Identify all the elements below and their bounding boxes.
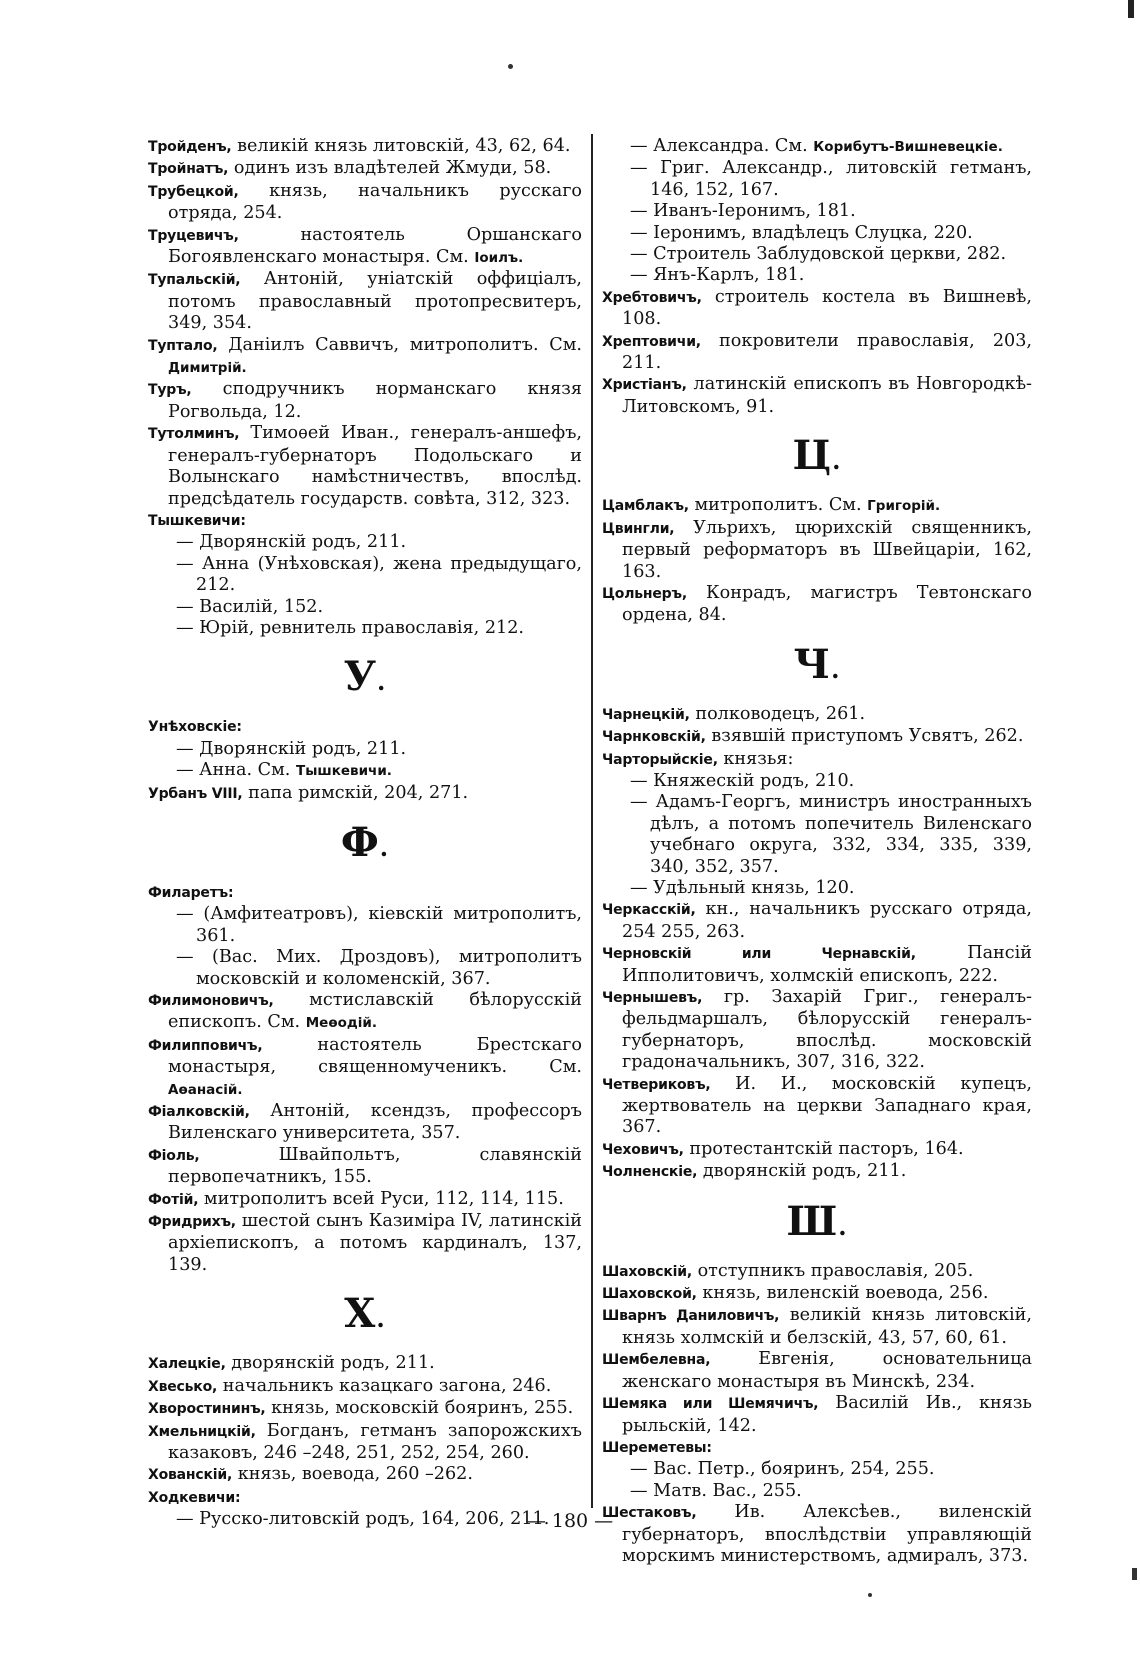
section-letter-dot: .: [831, 654, 841, 684]
index-entry: [602, 1349, 1032, 1393]
entry-headword: Филимоновичъ,: [148, 993, 274, 1009]
section-letter-dot: .: [832, 446, 842, 476]
entry-headword: Ходкевичи:: [148, 1489, 241, 1506]
entry-headword: Тройнатъ,: [148, 161, 229, 178]
index-entry: [148, 335, 582, 380]
index-entry: [148, 716, 582, 738]
section-letter: [148, 818, 582, 868]
entry-headword: Труцевичъ,: [148, 227, 239, 244]
section-letter-dot: .: [376, 1304, 386, 1334]
entry-text: Швайпольтъ, славянскій первопечатникъ, 155.: [168, 1144, 582, 1188]
index-subentry: [602, 878, 1032, 899]
index-entry: [602, 495, 1032, 517]
index-entry: [148, 1487, 582, 1509]
entry-text: — Анна (Унѣховская), жена предыдущаго, 212.: [176, 553, 582, 596]
entry-headword: Шереметевы:: [602, 1439, 712, 1456]
index-entry: [602, 1305, 1032, 1349]
section-letter-glyph: Ч: [793, 640, 832, 688]
index-entry: [602, 899, 1032, 943]
entry-headword: Черкасскій,: [602, 902, 696, 919]
index-entry: [602, 1161, 1032, 1183]
decorative-dot: [868, 1593, 872, 1597]
entry-headword: Фіалковскій,: [148, 1104, 250, 1121]
edge-mark: [1128, 0, 1134, 18]
entry-headword: Фотій,: [148, 1191, 199, 1208]
entry-text: настоятель Оршанскаго Богоявленскаго монастыря. См.: [168, 224, 582, 268]
index-entry: [602, 1393, 1032, 1437]
entry-headword: Чарнецкій,: [602, 706, 690, 723]
entry-text: протестантскій пасторъ, 164.: [683, 1138, 964, 1159]
entry-text: И. И., московскій купецъ, жертвователь на церкви Западнаго края, 367.: [622, 1073, 1032, 1138]
entry-headword: Шембелевна,: [602, 1352, 711, 1369]
section-letter: [148, 653, 582, 702]
index-subentry: [148, 947, 582, 990]
entry-text: Пансій Ипполитовичъ, холмскій епископъ, 222.: [622, 943, 1032, 986]
index-entry: [148, 1353, 582, 1375]
entry-headword: Шварнъ Даниловичъ,: [602, 1308, 780, 1325]
entry-headword: Чернышевъ,: [602, 990, 703, 1006]
index-subentry: [602, 201, 1032, 222]
entry-headword: Цвингли,: [602, 520, 675, 537]
entry-headword: Туптало,: [148, 337, 218, 354]
entry-text: — Александра. См.: [630, 136, 814, 156]
entry-text: начальникъ казацкаго загона, 246.: [217, 1375, 552, 1396]
entry-headword: Хвесько,: [148, 1378, 218, 1395]
entry-headword: Хованскій,: [148, 1467, 233, 1484]
entry-text: — Анна. См.: [176, 760, 296, 781]
index-entry: [148, 990, 582, 1035]
index-subentry: [148, 597, 582, 618]
entry-text: покровители православія, 203, 211.: [622, 330, 1032, 374]
entry-text: митрополитъ всей Руси, 112, 114, 115.: [198, 1188, 564, 1209]
entry-headword: Чеховичъ,: [602, 1141, 684, 1158]
entry-headword: Цамблакъ,: [602, 498, 689, 515]
entry-cross-reference: Меѳодій.: [305, 1015, 378, 1032]
entry-text: — Іеронимъ, владѣлецъ Слуцка, 220.: [630, 222, 973, 243]
entry-text: — Адамъ-Георгъ, министръ иностранныхъ дѣлъ, а потомъ попечитель Виленскаго учебнаго округа, 332, 334, 335, 339, 340, 352, 357.: [630, 792, 1032, 877]
entry-headword: Тупальскій,: [148, 272, 241, 289]
index-entry: [148, 225, 582, 270]
section-letter: [602, 1197, 1032, 1247]
entry-text: — Василій, 152.: [176, 596, 324, 617]
entry-text: — Вас. Петр., бояринъ, 254, 255.: [630, 1459, 935, 1480]
entry-text: мстиславскій бѣлорусскій епископъ. См.: [168, 990, 582, 1033]
entry-text: князь, начальникъ русскаго отряда, 254.: [168, 180, 582, 224]
entry-headword: Чарторыйскіе,: [602, 751, 718, 768]
entry-headword: Халецкіе,: [148, 1356, 226, 1373]
index-entry: [148, 158, 582, 180]
index-entry: [148, 1145, 582, 1189]
entry-headword: Шемяка или Шемячичъ,: [602, 1396, 819, 1413]
entry-cross-reference: Тышкевичи.: [295, 763, 392, 780]
entry-text: Богданъ, гетманъ запорожскихъ казаковъ, 246 –248, 251, 252, 254, 260.: [168, 1420, 582, 1463]
entry-headword: Шаховскій,: [602, 1263, 692, 1280]
entry-text: Василій Ив., князь рыльскій, 142.: [622, 1393, 1032, 1436]
index-entry: [602, 1261, 1032, 1283]
entry-text: — Удѣльный князь, 120.: [630, 877, 855, 898]
entry-text: князь, московскій бояринъ, 255.: [265, 1398, 574, 1419]
left-column: [148, 136, 582, 1531]
index-entry: [602, 374, 1032, 418]
entry-text: — Матв. Вас., 255.: [630, 1480, 802, 1501]
index-subentry: [602, 1481, 1032, 1502]
index-subentry: [602, 792, 1032, 878]
section-letter: [602, 640, 1032, 690]
decorative-dot: [508, 64, 513, 69]
entry-text: Антоній, уніатскій оффиціалъ, потомъ православный протопресвитеръ, 349, 354.: [168, 269, 582, 334]
entry-text: великій князь литовскій, князь холмскій и белзскій, 43, 57, 60, 61.: [622, 1305, 1032, 1348]
entry-headword: Черновскій или Чернавскій,: [602, 946, 916, 963]
index-entry: [602, 726, 1032, 748]
index-entry: [602, 943, 1032, 987]
entry-headword: Чарнковскій,: [602, 729, 706, 746]
entry-text: шестой сынъ Казиміра IV, латинскій архіепископъ, а потомъ кардиналъ, 137, 139.: [168, 1211, 582, 1275]
section-letter-glyph: Ц: [792, 432, 833, 480]
entry-text: — (Вас. Мих. Дроздовъ), митрополитъ московскій и коломенскій, 367.: [176, 947, 582, 989]
entry-headword: Хмельницкій,: [148, 1423, 256, 1440]
right-column: [602, 136, 1032, 1567]
entry-text: — Григ. Александр., литовскій гетманъ, 146, 152, 167.: [630, 158, 1032, 200]
index-entry: [602, 583, 1032, 627]
index-entry: [148, 269, 582, 334]
index-subentry: [602, 136, 1032, 158]
entry-headword: Хворостининъ,: [148, 1401, 266, 1418]
entry-headword: Цольнеръ,: [602, 585, 687, 602]
entry-text: взявшій приступомъ Усвятъ, 262.: [705, 726, 1024, 747]
section-letter-glyph: У: [343, 653, 378, 701]
index-entry: [602, 1139, 1032, 1161]
index-entry: [148, 882, 582, 904]
entry-text: князья:: [717, 748, 794, 769]
index-subentry: [148, 554, 582, 597]
index-subentry: [602, 244, 1032, 265]
entry-headword: Тройденъ,: [148, 139, 232, 155]
index-entry: [148, 423, 582, 510]
index-entry: [602, 287, 1032, 331]
entry-text: Даніилъ Саввичъ, митрополитъ. См.: [217, 334, 582, 355]
entry-cross-reference: Аѳанасій.: [168, 1081, 243, 1098]
entry-text: строитель костела въ Вишневѣ, 108.: [622, 286, 1032, 330]
index-entry: [602, 749, 1032, 771]
index-entry: [148, 1211, 582, 1276]
index-entry: [602, 704, 1032, 726]
index-entry: [148, 1376, 582, 1398]
index-subentry: [148, 904, 582, 947]
entry-headword: Туръ,: [148, 382, 192, 399]
entry-headword: Христіанъ,: [602, 377, 687, 394]
entry-headword: Урбанъ VIII,: [148, 785, 243, 802]
entry-text: — (Амфитеатровъ), кіевскій митрополитъ, 361.: [176, 904, 582, 946]
entry-headword: Четвериковъ,: [602, 1076, 711, 1093]
index-entry: [148, 379, 582, 423]
entry-headword: Трубецкой,: [148, 183, 239, 200]
entry-text: гр. Захарій Григ., генералъ-фельдмаршалъ, бѣлорусскій генералъ-губернаторъ, впослѣд. московскій градоначальникъ, 307, 316, 322.: [622, 987, 1032, 1073]
index-entry: [148, 1035, 582, 1101]
entry-cross-reference: Іоилъ.: [474, 250, 524, 267]
index-entry: [148, 136, 582, 158]
section-letter-dot: .: [838, 1211, 848, 1241]
entry-text: Тимоѳей Иван., генералъ-аншефъ, генералъ-губернаторъ Подольскаго и Волынскаго намѣстничествъ, впослѣд. предсѣдатель государств. совѣта, 312, 323.: [168, 423, 582, 509]
entry-headword: Филипповичъ,: [148, 1037, 263, 1054]
index-subentry: [602, 223, 1032, 244]
entry-headword: Тутолминъ,: [148, 426, 240, 443]
index-entry: [602, 1437, 1032, 1459]
entry-cross-reference: Григорій.: [867, 498, 941, 515]
index-entry: [148, 1101, 582, 1145]
entry-headword: Фіоль,: [148, 1147, 200, 1164]
section-letter: [602, 432, 1032, 481]
entry-headword: Фридрихъ,: [148, 1214, 236, 1231]
index-subentry: [602, 1459, 1032, 1480]
entry-text: — Янъ-Карлъ, 181.: [630, 265, 805, 286]
entry-text: — Юрій, ревнитель православія, 212.: [176, 617, 524, 638]
index-entry: [148, 510, 582, 532]
index-entry: [148, 1189, 582, 1211]
section-letter-glyph: Ш: [786, 1197, 839, 1245]
index-entry: [602, 1074, 1032, 1139]
index-subentry: [148, 760, 582, 782]
index-subentry: [148, 618, 582, 639]
entry-headword: Унѣховскіе:: [148, 719, 242, 736]
entry-headword: Хребтовичъ,: [602, 289, 702, 306]
entry-cross-reference: Димитрій.: [168, 360, 247, 377]
section-letter: [148, 1290, 582, 1339]
section-letter-glyph: Х: [344, 1290, 377, 1338]
index-entry: [148, 783, 582, 805]
entry-text: князь, виленскій воевода, 256.: [696, 1283, 989, 1304]
index-entry: [148, 1421, 582, 1465]
entry-text: Конрадъ, магистръ Тевтонскаго ордена, 84.: [622, 582, 1032, 626]
entry-text: латинскій епископъ въ Новгородкѣ-Литовскомъ, 91.: [622, 374, 1032, 417]
entry-text: — Дворянскій родъ, 211.: [176, 738, 407, 759]
entry-text: сподручникъ норманскаго князя Рогвольда, 12.: [168, 379, 582, 422]
index-entry: [148, 1464, 582, 1486]
edge-mark: [1132, 1568, 1137, 1580]
index-subentry: [148, 739, 582, 760]
entry-text: папа римскій, 204, 271.: [242, 782, 469, 803]
index-entry: [602, 1283, 1032, 1305]
entry-text: кн., начальникъ русскаго отряда, 254 255, 263.: [622, 899, 1032, 942]
entry-text: — Дворянскій родъ, 211.: [176, 532, 407, 553]
entry-headword: Чолненскіе,: [602, 1164, 698, 1181]
entry-headword: Хрептовичи,: [602, 333, 701, 350]
index-subentry: [602, 771, 1032, 792]
entry-text: отступникъ православія, 205.: [691, 1260, 974, 1281]
entry-text: — Русско-литовскій родъ, 164, 206, 211.: [176, 1509, 550, 1530]
entry-text: дворянскій родъ, 211.: [697, 1161, 907, 1182]
index-subentry: [602, 158, 1032, 201]
section-letter-dot: .: [379, 832, 390, 862]
entry-text: настоятель Брестскаго монастыря, священномученикъ. См.: [168, 1034, 582, 1078]
entry-text: митрополитъ. См.: [688, 495, 868, 516]
entry-text: — Строитель Заблудовской церкви, 282.: [630, 244, 1007, 265]
index-entry: [602, 518, 1032, 583]
entry-text: — Иванъ-Іеронимъ, 181.: [630, 201, 856, 222]
index-entry: [148, 181, 582, 225]
entry-text: Евгенія, основательница женскаго монастыря въ Минскѣ, 234.: [622, 1349, 1032, 1392]
entry-cross-reference: Корибутъ-Вишневецкіе.: [813, 139, 1003, 155]
entry-text: великій князь литовскій, 43, 62, 64.: [231, 136, 571, 156]
entry-text: Ив. Алексѣев., виленскій губернаторъ, впослѣдствіи управляющій морскимъ министерствомъ, адмиралъ, 373.: [622, 1502, 1032, 1566]
index-entry: [148, 1398, 582, 1420]
index-entry: [602, 987, 1032, 1074]
entry-text: Ульрихъ, цюрихскій священникъ, первый реформаторъ въ Швейцаріи, 162, 163.: [622, 517, 1032, 582]
index-entry: [602, 331, 1032, 375]
entry-headword: Шаховской,: [602, 1286, 697, 1303]
entry-headword: Шестаковъ,: [602, 1505, 697, 1522]
section-letter-dot: .: [377, 667, 387, 697]
page-number: — 180 —: [526, 1510, 614, 1532]
entry-text: дворянскій родъ, 211.: [225, 1353, 435, 1374]
entry-text: Антоній, ксендзъ, профессоръ Виленскаго университета, 357.: [168, 1101, 582, 1144]
entry-headword: Тышкевичи:: [148, 512, 246, 529]
entry-text: полководецъ, 261.: [689, 703, 866, 724]
entry-text: одинъ изъ владѣтелей Жмуди, 58.: [228, 158, 552, 179]
entry-text: князь, воевода, 260 –262.: [232, 1464, 473, 1485]
entry-headword: Филаретъ:: [148, 884, 234, 901]
index-subentry: [602, 265, 1032, 286]
index-subentry: [148, 532, 582, 553]
column-divider: [591, 134, 593, 1508]
entry-text: — Княжескій родъ, 210.: [630, 770, 855, 791]
section-letter-glyph: Ф: [340, 818, 380, 866]
